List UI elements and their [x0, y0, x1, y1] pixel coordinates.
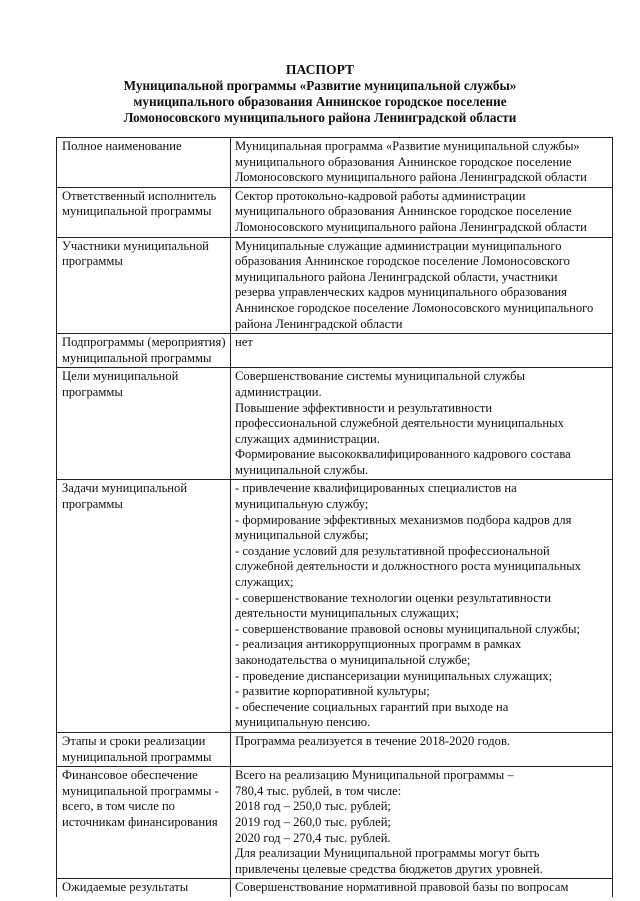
row-label-cell	[57, 767, 231, 879]
row-value-line: - проведение диспансеризации муниципальных служащих;	[235, 668, 553, 683]
row-value-cell	[231, 732, 613, 766]
row-value-cell	[231, 879, 613, 897]
row-value-line: Программа реализуется в течение 2018-2020 годов.	[235, 733, 511, 748]
table-row	[57, 138, 613, 188]
row-value-line: Ломоносовского муниципального района Ленинградской области	[235, 170, 587, 185]
table-row	[57, 237, 613, 334]
row-label-line: Задачи муниципальной	[62, 481, 188, 496]
row-value-line: Для реализации Муниципальной программы могут быть	[235, 846, 540, 861]
row-label-line: всего, в том числе по	[62, 799, 175, 814]
row-value-cell	[231, 237, 613, 334]
row-label-line: муниципальной программы	[62, 204, 212, 219]
row-value-line: - обеспечение социальных гарантий при выходе на	[235, 699, 509, 714]
row-label-cell	[57, 480, 231, 733]
title-line: муниципального образования Аннинское городское поселение	[133, 94, 507, 109]
row-label-line: Подпрограммы (мероприятия)	[62, 335, 226, 350]
table-row	[57, 368, 613, 480]
row-label-line: муниципальной программы -	[62, 783, 219, 798]
row-label-cell	[57, 368, 231, 480]
row-value-cell	[231, 480, 613, 733]
row-label-line: программы	[62, 384, 123, 399]
row-label-line: источникам финансирования	[62, 814, 218, 829]
row-value-line: Ломоносовского муниципального района Ленинградской области	[235, 219, 587, 234]
row-value-cell	[231, 187, 613, 237]
row-value-line: муниципального образования Аннинское городское поселение	[235, 154, 572, 169]
table-row	[57, 767, 613, 879]
table-row	[57, 879, 613, 897]
row-value-line: Совершенствование нормативной правовой базы по вопросам	[235, 880, 569, 895]
row-value-line: служебной деятельности и должностного роста муниципальных	[235, 559, 581, 574]
row-value-line: 2020 год – 270,4 тыс. рублей.	[235, 830, 391, 845]
row-label-cell	[57, 187, 231, 237]
row-value-line: нет	[235, 335, 253, 350]
row-value-line: деятельности муниципальных служащих;	[235, 606, 460, 621]
row-value-line: 780,4 тыс. рублей, в том числе:	[235, 783, 402, 798]
row-value-line: Сектор протокольно-кадровой работы администрации	[235, 188, 526, 203]
row-label-line: программы	[62, 254, 123, 269]
row-value-cell	[231, 368, 613, 480]
row-value-line: привлечены целевые средства бюджетов других уровней.	[235, 861, 543, 876]
row-value-line: - реализация антикоррупционных программ в рамках	[235, 637, 522, 652]
row-label-cell	[57, 334, 231, 368]
row-value-line: муниципальную службу;	[235, 497, 369, 512]
row-label-line: программы	[62, 497, 123, 512]
row-value-line: Аннинское городское поселение Ломоносовского муниципального	[235, 300, 594, 315]
row-label-line: муниципальной программы	[62, 749, 212, 764]
row-value-line: района Ленинградской области	[235, 316, 403, 331]
table-row	[57, 480, 613, 733]
row-value-line: образования Аннинское городское поселение Ломоносовского	[235, 254, 570, 269]
title-heading: ПАСПОРТ	[285, 62, 355, 77]
row-value-line: Всего на реализацию Муниципальной программы –	[235, 768, 514, 783]
row-value-line: - привлечение квалифицированных специалистов на	[235, 481, 517, 496]
row-value-line: Муниципальная программа «Развитие муниципальной службы»	[235, 139, 580, 153]
row-value-line: Повышение эффективности и результативности	[235, 400, 493, 415]
row-label-cell	[57, 879, 231, 897]
row-value-line: муниципального района Ленинградской области, участники	[235, 269, 558, 284]
row-value-cell	[231, 334, 613, 368]
row-value-line: законодательства о муниципальной службе;	[235, 653, 471, 667]
row-value-line: муниципальной службы.	[235, 462, 369, 477]
row-value-line: - создание условий для результативной профессиональной	[235, 543, 550, 558]
row-value-line: профессиональной служебной деятельности муниципальных	[235, 416, 564, 431]
row-label-line: муниципальной программы	[62, 350, 212, 365]
row-label-cell	[57, 732, 231, 766]
row-value-line: Муниципальные служащие администрации муниципального	[235, 238, 562, 253]
row-value-line: служащих администрации.	[235, 431, 380, 446]
title-line: Ломоносовского муниципального района Ленинградской области	[123, 110, 517, 125]
row-value-line: - совершенствование правовой основы муниципальной службы;	[235, 621, 580, 636]
row-label-line: Финансовое обеспечение	[62, 768, 198, 783]
row-value-line: - совершенствование технологии оценки результативности	[235, 590, 552, 605]
row-value-line: 2018 год – 250,0 тыс. рублей;	[235, 799, 391, 814]
row-label-line: Участники муниципальной	[62, 238, 209, 253]
row-value-line: Совершенствование системы муниципальной службы	[235, 369, 525, 384]
row-label-line: Полное наименование	[62, 139, 182, 153]
row-value-line: администрации.	[235, 384, 322, 399]
row-label-cell	[57, 237, 231, 334]
table-row	[57, 187, 613, 237]
passport-title	[0, 62, 640, 126]
row-value-line: резерва управленческих кадров муниципального образования	[235, 285, 567, 300]
row-value-cell	[231, 138, 613, 188]
passport-table	[56, 137, 613, 897]
row-value-line: Формирование высококвалифицированного кадрового состава	[235, 447, 571, 462]
title-line: Муниципальной программы «Развитие муниципальной службы»	[123, 78, 517, 93]
row-value-line: - развитие корпоративной культуры;	[235, 684, 430, 699]
row-value-line: муниципальной службы;	[235, 528, 369, 543]
row-label-cell	[57, 138, 231, 188]
row-label-line: Ответственный исполнитель	[62, 188, 217, 203]
row-value-line: служащих;	[235, 575, 294, 590]
row-value-line: - формирование эффективных механизмов подбора кадров для	[235, 512, 572, 527]
row-value-line: муниципальную пенсию.	[235, 715, 371, 730]
table-row	[57, 732, 613, 766]
row-label-line: Цели муниципальной	[62, 369, 179, 384]
row-value-line: муниципального образования Аннинское городское поселение	[235, 204, 572, 219]
row-label-line: Этапы и сроки реализации	[62, 733, 206, 748]
row-value-cell	[231, 767, 613, 879]
row-value-line: 2019 год – 260,0 тыс. рублей;	[235, 814, 391, 829]
table-row	[57, 334, 613, 368]
row-label-line: Ожидаемые результаты	[62, 880, 189, 895]
